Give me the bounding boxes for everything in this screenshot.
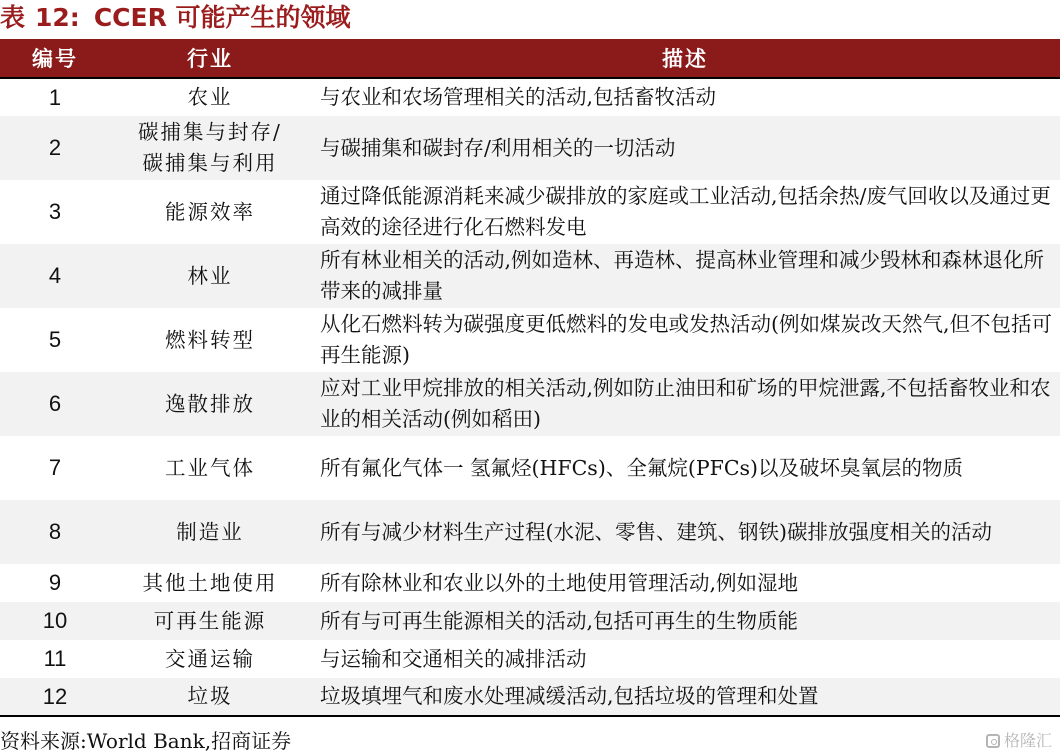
table-row — [0, 116, 1060, 180]
table-row — [0, 500, 1060, 564]
table-header — [0, 39, 1060, 78]
row-number: 4 — [0, 244, 110, 308]
header-industry: 行业 — [110, 39, 310, 78]
table-row — [0, 678, 1060, 716]
row-description: 所有氟化气体一 氢氟烃(HFCs)、全氟烷(PFCs)以及破坏臭氧层的物质 — [320, 455, 964, 480]
table-row — [0, 180, 1060, 244]
row-description: 通过降低能源消耗来减少碳排放的家庭或工业活动,包括余热/废气回收以及通过更高效的途径进行化石燃料发电 — [320, 184, 1051, 239]
row-number: 8 — [0, 500, 110, 564]
row-industry: 燃料转型 — [165, 327, 255, 352]
row-number: 5 — [48, 327, 62, 352]
caption-title: CCER 可能产生的领域 — [93, 3, 351, 32]
table-caption — [0, 0, 351, 36]
caption-number: 12: — [35, 3, 80, 32]
table-row — [0, 78, 1060, 116]
row-description: 应对工业甲烷排放的相关活动,例如防止油田和矿场的甲烷泄露,不包括畜牧业和农业的相关活动(例如稻田) — [310, 372, 1060, 436]
row-number: 2 — [0, 116, 110, 180]
row-industry: 其他土地使用 — [142, 570, 278, 595]
header-description: 描述 — [310, 39, 1060, 78]
watermark — [986, 726, 1052, 756]
row-description: 与运输和交通相关的减排活动 — [320, 646, 587, 671]
ccer-domains-table — [0, 39, 1060, 717]
row-industry: 能源效率 — [165, 199, 255, 224]
row-number: 3 — [48, 199, 62, 224]
row-number: 10 — [0, 602, 110, 640]
table-row — [0, 244, 1060, 308]
row-industry: 工业气体 — [165, 455, 255, 480]
row-industry: 交通运输 — [165, 646, 255, 671]
row-industry: 林业 — [110, 244, 310, 308]
row-number: 1 — [48, 84, 62, 110]
row-description: 与农业和农场管理相关的活动,包括畜牧活动 — [320, 85, 717, 109]
gelonghui-logo-icon — [986, 734, 1000, 748]
table-body — [0, 78, 1060, 716]
row-industry: 可再生能源 — [110, 602, 310, 640]
source-note: 资料来源:World Bank,招商证券 — [0, 729, 292, 753]
row-description: 从化石燃料转为碳强度更低燃料的发电或发热活动(例如煤炭改天然气,但不包括可再生能源) — [320, 312, 1053, 367]
table-row — [0, 308, 1060, 372]
table-row — [0, 602, 1060, 640]
caption-label: 表 — [0, 3, 26, 32]
row-description: 与碳捕集和碳封存/利用相关的一切活动 — [310, 116, 1060, 180]
header-number: 编号 — [0, 39, 110, 78]
row-industry: 碳捕集与封存/碳捕集与利用 — [110, 116, 310, 180]
row-number: 9 — [48, 570, 62, 595]
row-number: 7 — [48, 455, 62, 480]
row-description: 垃圾填埋气和废水处理减缓活动,包括垃圾的管理和处置 — [310, 678, 1060, 716]
watermark-text: 格隆汇 — [1003, 731, 1052, 750]
row-number: 12 — [0, 678, 110, 716]
row-description: 所有与可再生能源相关的活动,包括可再生的生物质能 — [310, 602, 1060, 640]
row-industry: 垃圾 — [110, 678, 310, 716]
row-industry: 逸散排放 — [110, 372, 310, 436]
header-row — [0, 39, 1060, 78]
row-industry: 农业 — [187, 85, 233, 109]
row-description: 所有与减少材料生产过程(水泥、零售、建筑、钢铁)碳排放强度相关的活动 — [310, 500, 1060, 564]
table-row — [0, 372, 1060, 436]
row-description: 所有除林业和农业以外的土地使用管理活动,例如湿地 — [320, 570, 799, 595]
row-number: 11 — [43, 646, 67, 671]
table-row — [0, 564, 1060, 602]
row-description: 所有林业相关的活动,例如造林、再造林、提高林业管理和减少毁林和森林退化所带来的减排量 — [310, 244, 1060, 308]
row-industry: 制造业 — [110, 500, 310, 564]
table-row — [0, 640, 1060, 678]
table-row — [0, 436, 1060, 500]
row-number: 6 — [0, 372, 110, 436]
